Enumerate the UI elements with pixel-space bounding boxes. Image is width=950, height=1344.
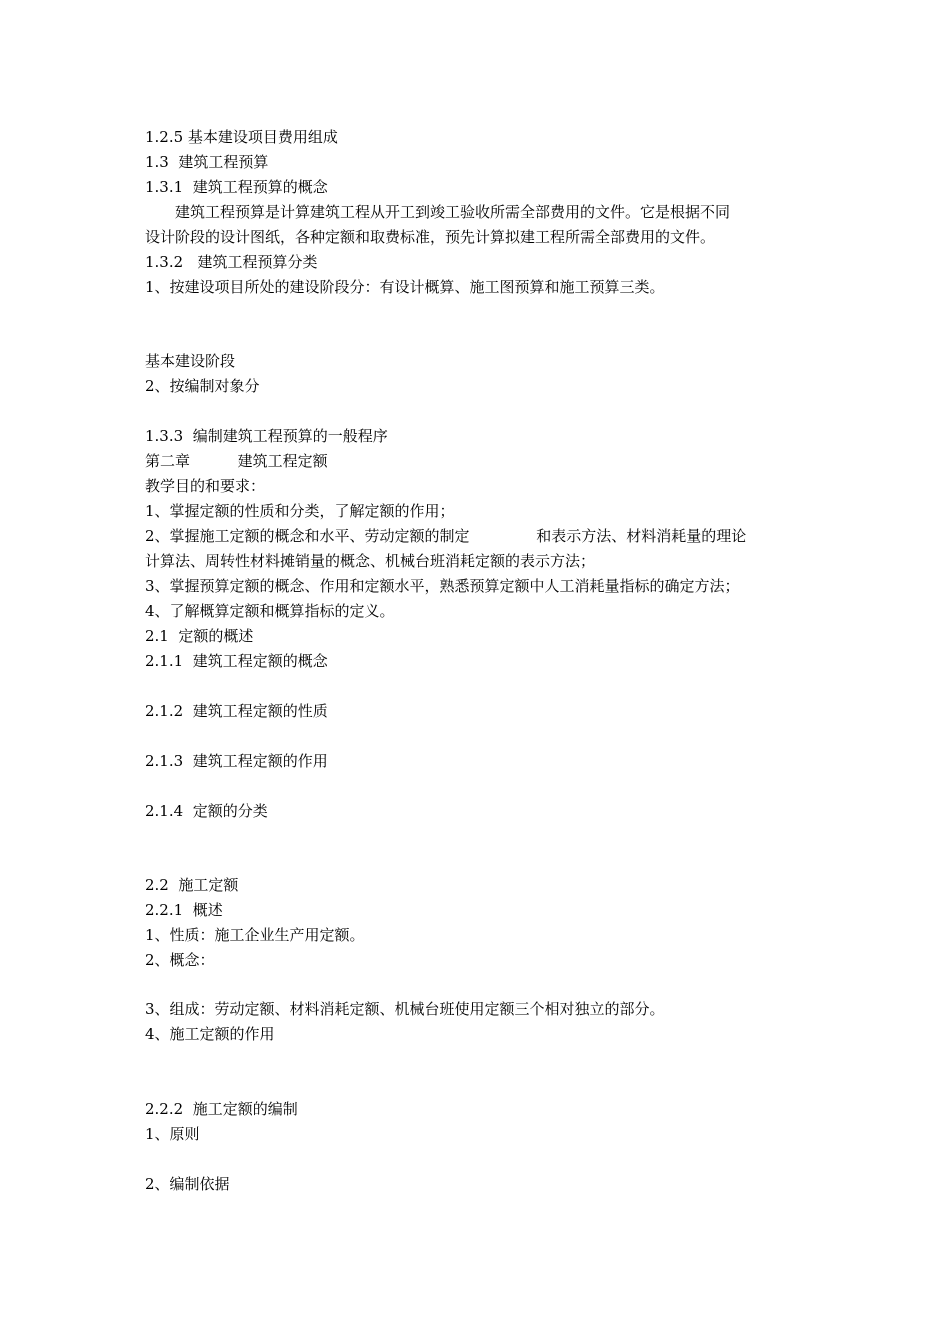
heading-1-2-5: 1.2.5 基本建设项目费用组成 bbox=[145, 128, 338, 146]
list-item: 1、性质：施工企业生产用定额。 bbox=[145, 926, 365, 944]
heading-2-1-4: 2.1.4 定额的分类 bbox=[145, 802, 268, 820]
list-item: 2、掌握施工定额的概念和水平、劳动定额的制定 和表示方法、材料消耗量的理论 bbox=[145, 527, 747, 545]
heading-2-1-3: 2.1.3 建筑工程定额的作用 bbox=[145, 752, 328, 770]
heading-1-3: 1.3 建筑工程预算 bbox=[145, 153, 269, 171]
chapter-heading: 第二章 建筑工程定额 bbox=[145, 452, 328, 470]
text-line: 教学目的和要求： bbox=[145, 477, 266, 495]
list-item-continuation: 计算法、周转性材料摊销量的概念、机械台班消耗定额的表示方法； bbox=[145, 552, 596, 570]
heading-1-3-2: 1.3.2 建筑工程预算分类 bbox=[145, 253, 318, 271]
heading-1-3-3: 1.3.3 编制建筑工程预算的一般程序 bbox=[145, 427, 388, 445]
heading-2-1: 2.1 定额的概述 bbox=[145, 627, 254, 645]
list-item: 1、原则 bbox=[145, 1125, 200, 1143]
heading-1-3-1: 1.3.1 建筑工程预算的概念 bbox=[145, 178, 328, 196]
heading-2-2-1: 2.2.1 概述 bbox=[145, 901, 223, 919]
list-item: 2、编制依据 bbox=[145, 1175, 230, 1193]
heading-2-2-2: 2.2.2 施工定额的编制 bbox=[145, 1100, 298, 1118]
list-item: 3、组成：劳动定额、材料消耗定额、机械台班使用定额三个相对独立的部分。 bbox=[145, 1000, 665, 1018]
list-item: 1、按建设项目所处的建设阶段分：有设计概算、施工图预算和施工预算三类。 bbox=[145, 278, 665, 296]
list-item: 1、掌握定额的性质和分类，了解定额的作用； bbox=[145, 502, 455, 520]
list-item: 4、施工定额的作用 bbox=[145, 1025, 275, 1043]
list-item: 2、按编制对象分 bbox=[145, 377, 260, 395]
heading-2-1-1: 2.1.1 建筑工程定额的概念 bbox=[145, 652, 328, 670]
paragraph-line: 建筑工程预算是计算建筑工程从开工到竣工验收所需全部费用的文件。它是根据不同 bbox=[175, 203, 731, 221]
heading-2-1-2: 2.1.2 建筑工程定额的性质 bbox=[145, 702, 328, 720]
text-line: 基本建设阶段 bbox=[145, 352, 236, 370]
heading-2-2: 2.2 施工定额 bbox=[145, 876, 239, 894]
list-item: 2、概念： bbox=[145, 951, 215, 969]
list-item: 4、了解概算定额和概算指标的定义。 bbox=[145, 602, 395, 620]
paragraph-line: 设计阶段的设计图纸，各种定额和取费标准，预先计算拟建工程所需全部费用的文件。 bbox=[145, 228, 716, 246]
list-item: 3、掌握预算定额的概念、作用和定额水平，熟悉预算定额中人工消耗量指标的确定方法； bbox=[145, 577, 740, 595]
